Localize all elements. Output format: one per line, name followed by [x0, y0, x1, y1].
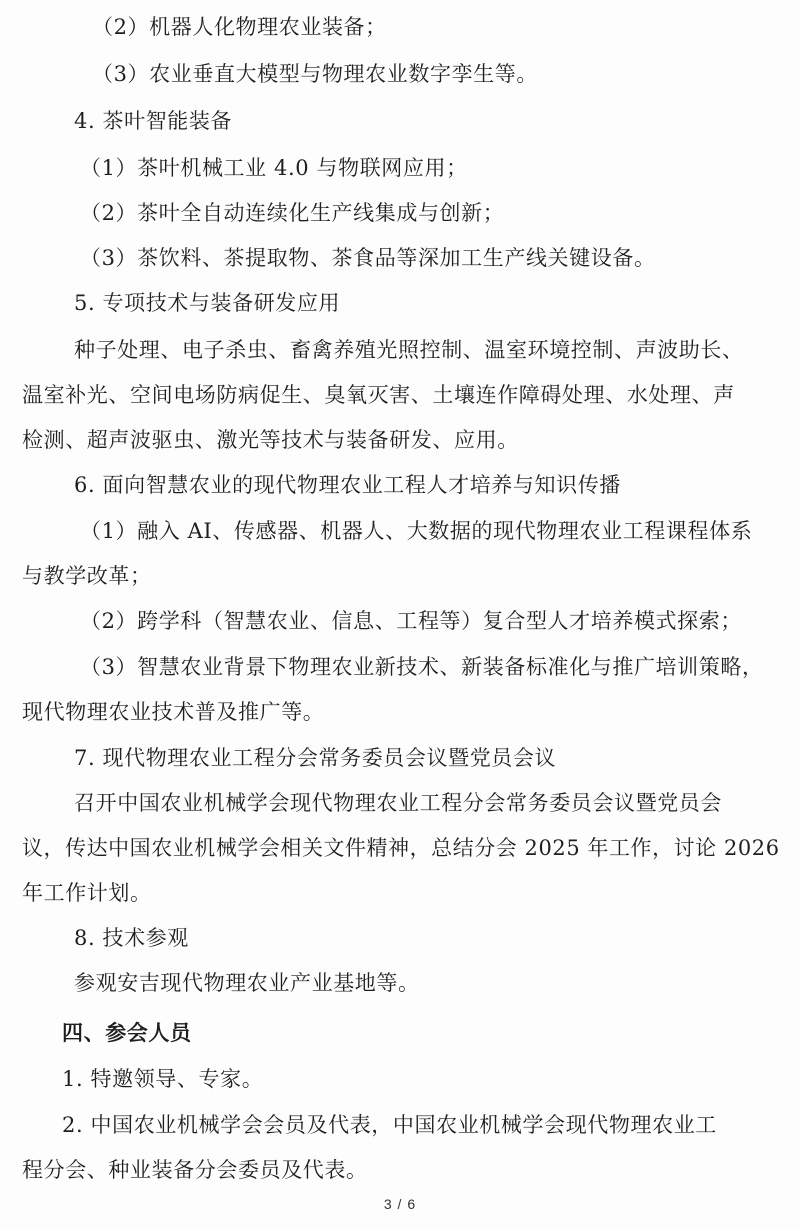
- section-heading: 8. 技术参观: [74, 926, 189, 950]
- page-number: 3 / 6: [383, 1196, 417, 1212]
- section-heading: 7. 现代物理农业工程分会常务委员会议暨党员会议: [74, 746, 557, 770]
- text-line: 召开中国农业机械学会现代物理农业工程分会常务委员会议暨党员会: [74, 791, 722, 815]
- section-heading: 5. 专项技术与装备研发应用: [74, 291, 341, 315]
- text-line: 年工作计划。: [22, 881, 152, 905]
- text-line: 议，传达中国农业机械学会相关文件精神，总结分会 2025 年工作，讨论 2026: [22, 836, 780, 860]
- text-line: （3）茶饮料、茶提取物、茶食品等深加工生产线关键设备。: [80, 246, 656, 270]
- text-line: （2）茶叶全自动连续化生产线集成与创新；: [80, 201, 505, 225]
- text-line: 程分会、种业装备分会委员及代表。: [22, 1158, 368, 1182]
- text-line: 现代物理农业技术普及推广等。: [22, 700, 325, 724]
- text-line: （1）茶叶机械工业 4.0 与物联网应用；: [80, 156, 468, 180]
- text-line: （3）智慧农业背景下物理农业新技术、新装备标准化与推广培训策略，: [80, 655, 764, 679]
- text-line: 与教学改革；: [22, 564, 152, 588]
- text-line: 1. 特邀领导、专家。: [62, 1067, 264, 1091]
- text-line: 检测、超声波驱虫、激光等技术与装备研发、应用。: [22, 428, 519, 452]
- text-line: （2）机器人化物理农业装备；: [92, 15, 387, 39]
- text-line: 参观安吉现代物理农业产业基地等。: [74, 971, 420, 995]
- text-line: 种子处理、电子杀虫、畜禽养殖光照控制、温室环境控制、声波助长、: [74, 338, 744, 362]
- section-heading: 6. 面向智慧农业的现代物理农业工程人才培养与知识传播: [74, 473, 621, 497]
- text-line: （1）融入 AI、传感器、机器人、大数据的现代物理农业工程课程体系: [80, 519, 753, 543]
- section-heading: 4. 茶叶智能装备: [74, 109, 233, 133]
- text-line: （3）农业垂直大模型与物理农业数字孪生等。: [92, 62, 538, 86]
- text-line: 2. 中国农业机械学会会员及代表，中国农业机械学会现代物理农业工: [62, 1113, 717, 1137]
- text-line: （2）跨学科（智慧农业、信息、工程等）复合型人才培养模式探索；: [80, 609, 742, 633]
- chapter-heading: 四、参会人员: [62, 1021, 192, 1045]
- text-line: 温室补光、空间电场防病促生、臭氧灭害、土壤连作障碍处理、水处理、声: [22, 383, 735, 407]
